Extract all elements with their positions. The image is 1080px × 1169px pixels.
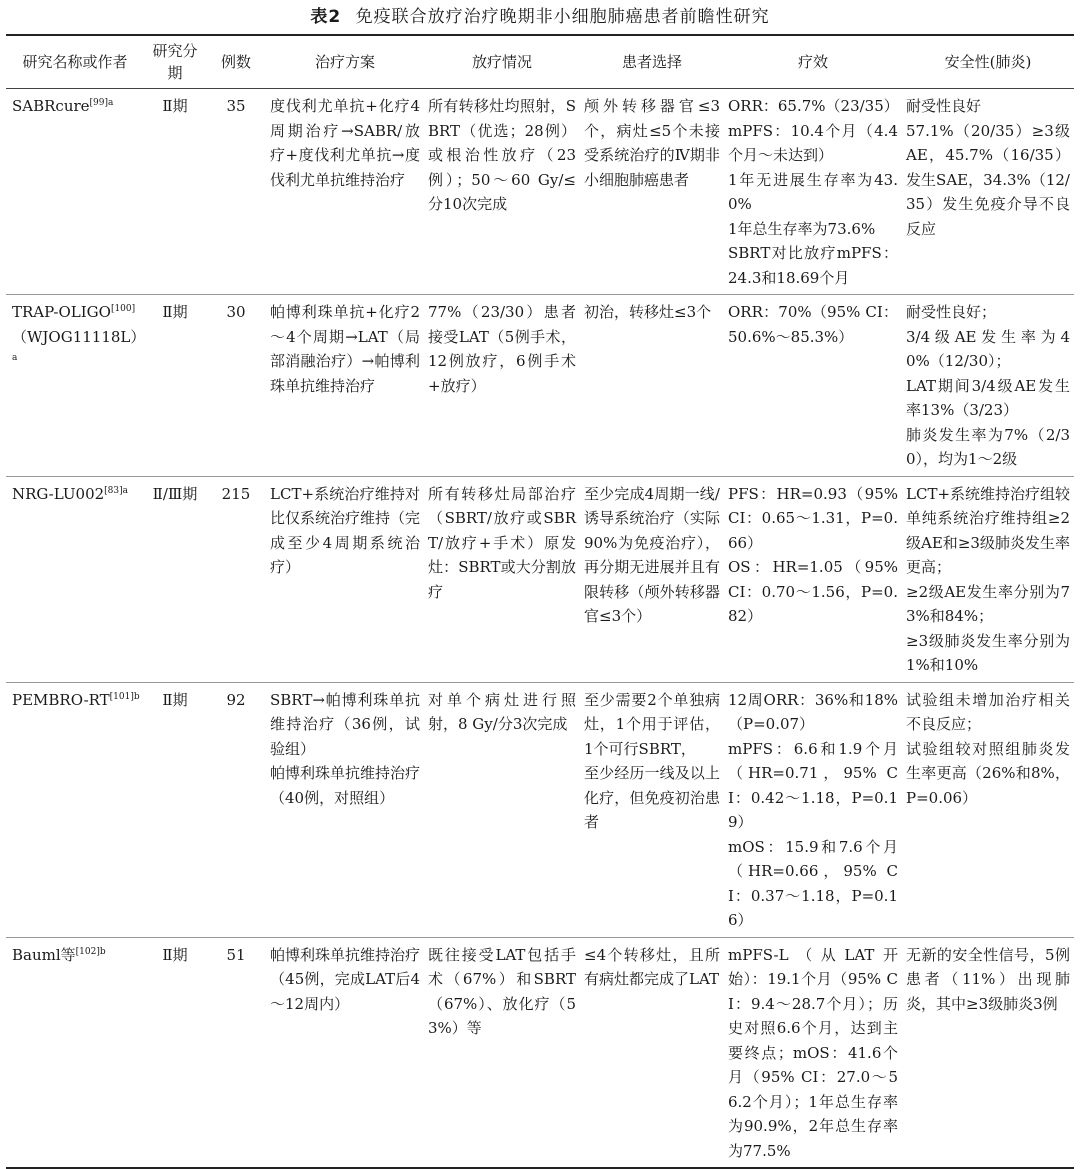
regimen-cell: 帕博利珠单抗维持治疗（45例，完成LAT后4～12周内） <box>270 945 421 1013</box>
efficacy-line: mPFS：6.6和1.9个月（HR=0.71，95% CI：0.42～1.18，P=0.19） <box>728 739 898 831</box>
efficacy-line: 1年总生存率为73.6% <box>728 219 876 238</box>
safety-cell <box>902 682 1074 937</box>
phase-cell: Ⅱ期 <box>162 690 188 709</box>
regimen-cell: LCT+系统治疗维持对比仅系统治疗维持（完成至少4周期系统治疗） <box>270 484 421 576</box>
reference: [83]a <box>104 485 129 496</box>
safety-line: 3/4级AE发生率为40%（12/30）； <box>906 327 1070 370</box>
efficacy-cell <box>724 682 902 937</box>
study-name: NRG-LU002 <box>12 484 105 503</box>
efficacy-line: ORR：70%（95% CI：50.6%～85.3%） <box>728 303 898 346</box>
table-title: 免疫联合放疗治疗晚期非小细胞肺癌患者前瞻性研究 <box>355 7 770 27</box>
n-cell: 215 <box>221 484 251 503</box>
radiotherapy-cell: 对单个病灶进行照射，8 Gy/分3次完成 <box>428 690 576 733</box>
table-row <box>6 937 1074 1168</box>
reference: [100] <box>110 304 136 314</box>
n-cell: 92 <box>226 690 246 709</box>
header-radiotherapy: 放疗情况 <box>471 53 532 71</box>
safety-line: 耐受性良好 <box>906 97 982 115</box>
efficacy-line: mOS：15.9和7.6个月（HR=0.66，95% CI：0.37～1.18，P=0.16） <box>728 837 898 929</box>
safety-cell <box>902 89 1074 295</box>
header-n: 例数 <box>220 53 251 71</box>
header-safety: 安全性(肺炎) <box>944 53 1032 71</box>
n-cell: 30 <box>226 303 246 321</box>
safety-line: 57.1%（20/35）≥3级AE，45.7%（16/35）发生SAE，34.3%（12/35）发生免疫介导不良反应 <box>906 121 1070 238</box>
efficacy-cell <box>724 295 902 477</box>
selection-cell <box>580 682 724 937</box>
efficacy-line: ORR：65.7%（23/35） <box>728 97 899 115</box>
study-name-cell <box>6 295 144 477</box>
regimen-cell: 度伐利尤单抗+化疗4周期治疗→SABR/放疗+度伐利尤单抗→度伐利尤单抗维持治疗 <box>270 97 420 189</box>
efficacy-cell <box>724 89 902 295</box>
efficacy-line: SBRT对比放疗mPFS：24.3和18.69个月 <box>728 244 898 287</box>
efficacy-line: 12周ORR：36%和18%（P=0.07） <box>728 690 898 733</box>
header-regimen: 治疗方案 <box>314 53 375 71</box>
header-selection: 患者选择 <box>621 53 682 71</box>
efficacy-cell <box>724 937 902 1168</box>
selection-cell: 至少完成4周期一线/诱导系统治疗（实际90%为免疫治疗），再分期无进展并且有限转移（颅外转移器官≤3个） <box>584 484 720 625</box>
regimen-line: 帕博利珠单抗维持治疗（40例，对照组） <box>270 764 421 807</box>
selection-cell: ≤4个转移灶，且所有病灶都完成了LAT <box>584 945 720 988</box>
table-row <box>6 89 1074 295</box>
selection-cell: 颅外转移器官≤3个，病灶≤5个未接受系统治疗的Ⅳ期非小细胞肺癌患者 <box>584 97 720 189</box>
radiotherapy-cell: 77%（23/30）患者接受LAT（5例手术，12例放疗，6例手术+放疗） <box>428 303 576 395</box>
safety-line: 无新的安全性信号，5例患者（11%）出现肺炎，其中≥3级肺炎3例 <box>906 945 1070 1013</box>
study-name-cell <box>6 476 144 682</box>
table-row <box>6 682 1074 937</box>
safety-line: ≥3级肺炎发生率分别为1%和10% <box>906 631 1070 674</box>
study-name: Bauml等 <box>12 945 76 964</box>
efficacy-line: mPFS-L（从LAT开始）：19.1个月（95% CI：9.4～28.7个月）；历史对照6.6个月，达到主要终点；mOS：41.6个月（95% CI：27.0～56.2个月）；1年总生存率为90.9%，2年总生存率为77.5% <box>728 945 898 1160</box>
study-table <box>6 34 1074 1169</box>
phase-cell: Ⅱ期 <box>162 303 188 321</box>
safety-line: LAT期间3/4级AE发生率13%（3/23） <box>906 376 1070 419</box>
safety-cell <box>902 476 1074 682</box>
header-row <box>6 35 1074 89</box>
table-number: 表2 <box>310 7 342 27</box>
radiotherapy-cell: 既往接受LAT包括手术（67%）和SBRT（67%）、放化疗（53%）等 <box>428 945 576 1037</box>
regimen-line: SBRT→帕博利珠单抗维持治疗（36例，试验组） <box>270 690 420 758</box>
selection-cell: 初治，转移灶≤3个 <box>584 303 712 321</box>
n-cell: 51 <box>226 945 246 964</box>
study-name-cell <box>6 89 144 295</box>
reference: [102]b <box>75 946 106 957</box>
header-efficacy: 疗效 <box>797 53 828 71</box>
study-name-line2: （WJOG11118L） <box>12 327 146 346</box>
safety-line: 试验组较对照组肺炎发生率更高（26%和8%，P=0.06） <box>906 739 1070 807</box>
header-study: 研究名称或作者 <box>22 53 128 71</box>
radiotherapy-cell: 所有转移灶均照射，SBRT（优选；28例）或根治性放疗（23例）；50～60 Gy/≤分10次完成 <box>428 97 576 213</box>
efficacy-line: OS：HR=1.05（95% CI：0.70～1.56，P=0.82） <box>728 558 898 625</box>
efficacy-line: PFS：HR=0.93（95% CI：0.65～1.31，P=0.66） <box>728 484 898 552</box>
safety-line: LCT+系统维持治疗组较单纯系统治疗维持组≥2级AE和≥3级肺炎发生率更高； <box>906 484 1071 576</box>
study-name-cell <box>6 682 144 937</box>
study-name: PEMBRO-RT <box>12 690 110 709</box>
selection-line: 至少经历一线及以上化疗，但免疫初治患者 <box>584 764 720 831</box>
header-phase: 研究分期 <box>152 42 198 82</box>
safety-line: ≥2级AE发生率分别为73%和84%； <box>906 582 1070 625</box>
radiotherapy-cell: 所有转移灶局部治疗（SBRT/放疗或SBRT/放疗+手术）原发灶：SBRT或大分割放疗 <box>428 484 576 601</box>
efficacy-line: 1年无进展生存率为43.0% <box>728 170 898 213</box>
table-row <box>6 295 1074 477</box>
phase-cell: Ⅱ/Ⅲ期 <box>152 484 198 503</box>
safety-cell <box>902 295 1074 477</box>
safety-line: 耐受性良好； <box>906 303 997 321</box>
reference: [99]a <box>89 98 114 108</box>
safety-line: 试验组未增加治疗相关不良反应； <box>906 690 1070 733</box>
reference: [101]b <box>109 691 140 702</box>
study-name-cell <box>6 937 144 1168</box>
table-row <box>6 476 1074 682</box>
regimen-cell: 帕博利珠单抗+化疗2～4个周期→LAT（局部消融治疗）→帕博利珠单抗维持治疗 <box>270 303 420 395</box>
regimen-cell <box>266 682 424 937</box>
study-name: TRAP-OLIGO <box>12 303 111 321</box>
selection-line: 至少需要2个单独病灶，1个用于评估，1个可行SBRT， <box>584 690 720 758</box>
safety-cell <box>902 937 1074 1168</box>
table-caption <box>0 0 1080 34</box>
safety-line: 肺炎发生率为7%（2/30），均为1～2级 <box>906 425 1070 468</box>
study-name: SABRcure <box>12 97 90 115</box>
phase-cell: Ⅱ期 <box>162 97 188 115</box>
efficacy-line: mPFS：10.4个月（4.4个月～未达到） <box>728 121 898 164</box>
efficacy-cell <box>724 476 902 682</box>
phase-cell: Ⅱ期 <box>162 945 188 964</box>
reference: a <box>12 353 18 363</box>
n-cell: 35 <box>226 97 246 115</box>
